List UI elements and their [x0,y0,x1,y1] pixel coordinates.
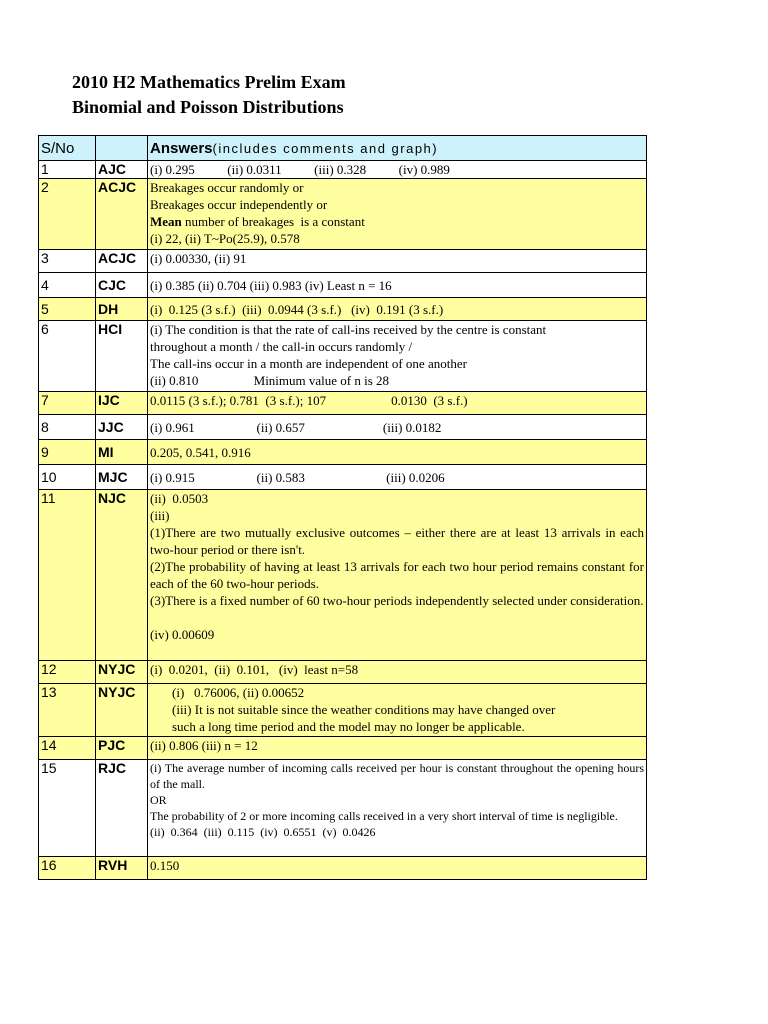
answer-line: (ii) 0.364 (iii) 0.115 (iv) 0.6551 (v) 0.0426 [150,825,376,839]
answer-line: (i) 0.0201, (ii) 0.101, (iv) least n=58 [150,662,359,677]
row-school: NYJC [96,661,148,684]
row-number: 6 [39,321,96,392]
answer-line: (i) 0.915 (ii) 0.583 (iii) 0.0206 [150,469,445,485]
answer-paragraph: The probability of 2 or more incoming calls received in a very short interval of time is negligible. [150,809,618,823]
row-answer [148,440,647,465]
row-school: DH [96,298,148,321]
answer-line [150,609,644,626]
answer-paragraph: (1)There are two mutually exclusive outcomes – either there are at least 13 arrivals in each two-hour period or there isn't. [150,525,644,557]
table-row [39,760,647,857]
row-number: 8 [39,415,96,440]
header-answers-note: (includes comments and graph) [212,140,439,156]
answer-line: (ii) 0.810 Minimum value of n is 28 [150,373,390,388]
row-answer [148,298,647,321]
header-answers-label: Answers [150,139,213,157]
row-answer [148,179,647,250]
row-school: MJC [96,465,148,490]
table-row [39,321,647,392]
row-school: ACJC [96,179,148,250]
answer-line: 0.205, 0.541, 0.916 [150,444,251,460]
row-number: 13 [39,684,96,737]
table-row [39,273,647,298]
row-number: 10 [39,465,96,490]
row-school: AJC [96,161,148,179]
table-row [39,465,647,490]
table-row [39,857,647,880]
table-header-row [39,136,647,161]
row-number: 3 [39,250,96,273]
answer-line: (i) 0.295 (ii) 0.0311 (iii) 0.328 (iv) 0.989 [150,162,450,177]
answer-line: (iii) It is not suitable since the weather conditions may have changed over [172,702,556,717]
row-answer [148,490,647,661]
table-row [39,415,647,440]
row-school: MI [96,440,148,465]
row-answer [148,661,647,684]
answer-line: (i) 0.961 (ii) 0.657 (iii) 0.0182 [150,419,442,435]
row-school: IJC [96,392,148,415]
table-row [39,440,647,465]
answer-line: Breakages occur independently or [150,197,328,212]
row-answer [148,250,647,273]
header-school [96,136,148,161]
answer-paragraph: (3)There is a fixed number of 60 two-hour periods independently selected under consideration. [150,593,644,608]
answer-line: OR [150,793,167,807]
row-answer [148,273,647,298]
row-answer [148,684,647,737]
answer-line [150,213,644,230]
row-answer [148,737,647,760]
title-line-1: 2010 H2 Mathematics Prelim Exam [72,72,346,92]
row-number: 5 [39,298,96,321]
row-answer [148,857,647,880]
answer-bold-prefix: Mean [150,214,182,229]
answer-line: (i) 22, (ii) T~Po(25.9), 0.578 [150,231,300,246]
table-row [39,392,647,415]
row-school: PJC [96,737,148,760]
answer-line: (i) 0.00330, (ii) 91 [150,251,247,266]
answer-line: such a long time period and the model may no longer be applicable. [172,719,525,734]
row-number: 11 [39,490,96,661]
answer-line: 0.150 [150,858,180,873]
row-answer [148,321,647,392]
answer-line: (i) 0.385 (ii) 0.704 (iii) 0.983 (iv) Least n = 16 [150,277,392,293]
row-answer [148,392,647,415]
answer-line: Breakages occur randomly or [150,180,304,195]
row-school: RJC [96,760,148,857]
row-school: NJC [96,490,148,661]
answer-line: (iv) 0.00609 [150,627,215,642]
table-row [39,684,647,737]
row-number: 16 [39,857,96,880]
row-school: CJC [96,273,148,298]
row-number: 12 [39,661,96,684]
answer-line: (iii) [150,508,170,523]
row-number: 4 [39,273,96,298]
answer-line: (ii) 0.0503 [150,491,209,506]
row-number: 15 [39,760,96,857]
row-number: 2 [39,179,96,250]
row-school: ACJC [96,250,148,273]
header-sno: S/No [39,136,96,161]
title-line-2: Binomial and Poisson Distributions [72,97,344,117]
table-row [39,161,647,179]
row-school: RVH [96,857,148,880]
row-school: NYJC [96,684,148,737]
row-answer [148,760,647,857]
row-answer [148,415,647,440]
answer-line: The call-ins occur in a month are independent of one another [150,356,467,371]
answer-paragraph: (i) The average number of incoming calls received per hour is constant throughout the opening hours of the mall. [150,761,644,791]
answer-line: throughout a month / the call-in occurs randomly / [150,339,413,354]
answer-line: (i) The condition is that the rate of call-ins received by the centre is constant [150,322,547,337]
answer-paragraph: (2)The probability of having at least 13 arrivals for each two hour period remains constant for each of the 60 two-hour periods. [150,559,644,591]
answer-line: (i) 0.76006, (ii) 0.00652 [172,685,305,700]
table-row [39,250,647,273]
answer-line-text: number of breakages is a constant [185,214,365,229]
answer-line: (ii) 0.806 (iii) n = 12 [150,738,258,753]
row-school: HCI [96,321,148,392]
page-title [72,70,346,120]
answer-line: 0.0115 (3 s.f.); 0.781 (3 s.f.); 107 0.0130 (3 s.f.) [150,393,468,408]
row-number: 9 [39,440,96,465]
table-row [39,737,647,760]
row-answer [148,161,647,179]
row-number: 7 [39,392,96,415]
table-row [39,298,647,321]
row-number: 1 [39,161,96,179]
header-answers [148,136,647,161]
row-number: 14 [39,737,96,760]
answers-table [38,135,647,880]
answer-line: (i) 0.125 (3 s.f.) (iii) 0.0944 (3 s.f.) (iv) 0.191 (3 s.f.) [150,301,444,317]
row-answer [148,465,647,490]
table-row [39,179,647,250]
row-school: JJC [96,415,148,440]
table-row [39,661,647,684]
table-row [39,490,647,661]
